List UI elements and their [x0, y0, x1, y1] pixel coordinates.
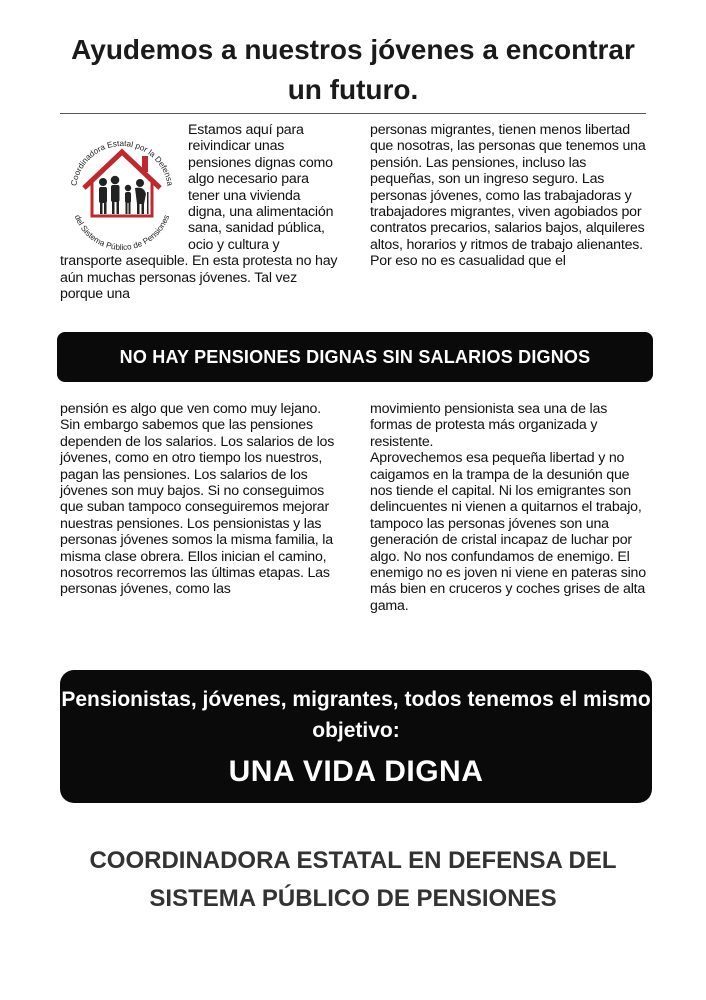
logo-float-spacer — [60, 122, 188, 250]
organization-name: COORDINADORA ESTATAL EN DEFENSA DEL SISTEMA PÚBLICO DE PENSIONES — [89, 847, 617, 912]
column-2-bottom-paragraph: Aprovechemos esa pequeña libertad y no caigamos en la trampa de la desunión que nos tiende el capital. Ni los emigrantes son delincuentes ni vienen a quitarnos el trabajo, tampoco las personas jóvenes son una generación de cristal incapaz de luchar por algo. No nos confundamos de enemigo. El enemigo no es joven ni viene en pateras sino más bien en cruceros y coches grises de alta gama. — [370, 450, 646, 614]
banner-slogan: UNA VIDA DIGNA — [228, 755, 484, 788]
logo-arc-text-bottom: del Sistema Público de Pensiones — [72, 213, 172, 250]
banner-subtitle: Pensionistas, jóvenes, migrantes, todos tenemos el mismo objetivo: — [61, 688, 651, 742]
logo-arc-text-top: Coordinadora Estatal por la Defensa — [69, 138, 175, 187]
column-2-top — [370, 122, 648, 270]
salarios-banner: NO HAY PENSIONES DIGNAS SIN SALARIOS DIGNOS — [57, 332, 653, 382]
column-2-top-paragraph: personas migrantes, tienen menos libertad que nosotras, las personas que tenemos una pensión. Las pensiones, incluso las pequeñas, son un ingreso seguro. Las personas jóvenes, como las trabajadoras y trabajadores migrantes, viven agobiados por contratos precarios, salarios bajos, alquileres altos, horarios y ritmos de trabajo alienantes. — [370, 122, 646, 253]
page-title: Ayudemos a nuestros jóvenes a encontrar un futuro. — [71, 34, 635, 105]
column-1-top-text: Estamos aquí para reivindicar unas pensiones dignas como algo necesario para tener una vivienda digna, una alimentación sana, sanidad pública, ocio y cultura y transporte asequible. En esta protesta no hay aún muchas personas jóvenes. Tal vez porque una — [60, 122, 338, 303]
column-2-bottom-paragraph: movimiento pensionista sea una de las formas de protesta más organizada y resistente. — [370, 401, 608, 450]
vida-digna-banner — [60, 670, 652, 803]
column-2-top-paragraph: Por eso no es casualidad que el — [370, 253, 566, 270]
column-1-bottom-text: pensión es algo que ven como muy lejano. Sin embargo sabemos que las pensiones dependen de los salarios. Los salarios de los jóvenes, como en otro tiempo los nuestros, pagan las pensiones. Los salarios de los jóvenes son muy bajos. Si no conseguimos que suban tampoco conseguiremos mejorar nuestras pensiones. Los pensionistas y las personas jóvenes somos la misma familia, la misma clase obrera. Ellos inician el camino, nosotros recorremos las últimas etapas. Las personas jóvenes, como las — [60, 401, 335, 598]
column-1-bottom — [60, 401, 340, 598]
title-divider — [60, 113, 646, 114]
column-1-top — [60, 122, 340, 302]
column-2-bottom — [370, 401, 648, 614]
